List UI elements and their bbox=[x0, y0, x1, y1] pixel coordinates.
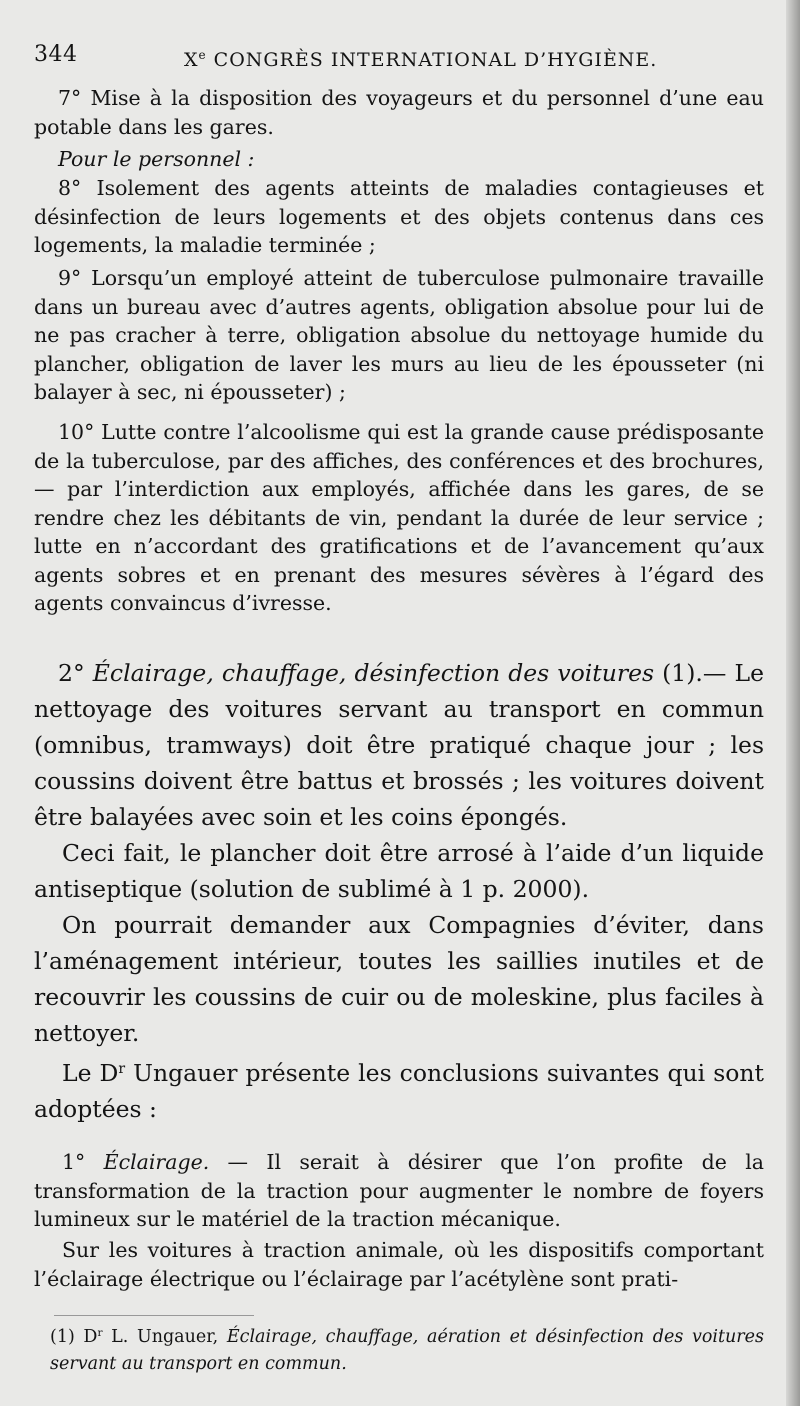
ungauer-paragraph bbox=[34, 1051, 764, 1127]
section-2-paragraph bbox=[34, 655, 764, 835]
footnote-title: Éclairage, chauffage, aération et désinfection des voitures servant au transport en commun. bbox=[50, 1326, 765, 1374]
eclairage-title: Éclairage. bbox=[103, 1150, 210, 1174]
sur-les-voitures-paragraph: Sur les voitures à traction animale, où les dispositifs comportant l’éclairage électrique ou l’éclairage par l’acétylène sont prati- bbox=[34, 1238, 764, 1291]
footnote-rule bbox=[54, 1315, 254, 1316]
eclairage-text: — Il serait à désirer que l’on profite de la transformation de la traction pour augmenter le nombre de foyers lumineux sur le matériel de la traction mécanique. bbox=[34, 1150, 764, 1231]
footnote bbox=[50, 1320, 764, 1378]
page-edge-shadow bbox=[786, 0, 800, 1406]
section-2-title: Éclairage, chauffage, désinfection des voitures bbox=[92, 659, 655, 687]
on-pourrait-paragraph: On pourrait demander aux Compagnies d’éviter, dans l’aménagement intérieur, toutes les saillies inutiles et de recouvrir les coussins de cuir ou de moleskine, plus faciles à nettoyer. bbox=[34, 911, 764, 1047]
footnote-reference: (1). bbox=[662, 659, 703, 687]
item-10-paragraph: 10° Lutte contre l’alcoolisme qui est la grande cause prédisposante de la tuberculose, par des affiches, des conférences et des brochures, — par l’interdiction aux employés, affichée dans les gares, de se rendre chez les débitants de vin, pendant la durée de leur service ; lutte en n’accordant des gratifications et de l’avancement qu’aux agents sobres et en prenant des mesures sévères à l’égard des agents convaincus d’ivresse. bbox=[34, 420, 764, 615]
running-head bbox=[34, 38, 764, 72]
ceci-paragraph: Ceci fait, le plancher doit être arrosé à l’aide d’un liquide antiseptique (solution de sublimé à 1 p. 2000). bbox=[34, 839, 764, 903]
ungauer-pre: Le D bbox=[62, 1058, 119, 1087]
eclairage-paragraph bbox=[34, 1148, 764, 1234]
running-title bbox=[184, 38, 657, 77]
eclairage-number: 1° bbox=[62, 1150, 86, 1174]
title-superscript: e bbox=[198, 48, 207, 62]
page-number: 344 bbox=[34, 42, 78, 67]
title-prefix: X bbox=[184, 49, 199, 71]
doctor-superscript: r bbox=[118, 1061, 126, 1077]
item-8-paragraph: 8° Isolement des agents atteints de maladies contagieuses et désinfection de leurs logements et des objets contenus dans ces logements, la maladie terminée ; bbox=[34, 176, 764, 257]
section-2-text: — Le nettoyage des voitures servant au transport en commun (omnibus, tramways) doit être pratiqué chaque jour ; les coussins doivent être battus et brossés ; les voitures doivent être balayées avec soin et les coins épongés. bbox=[34, 659, 764, 831]
ungauer-post: Ungauer présente les conclusions suivantes qui sont adoptées : bbox=[34, 1058, 764, 1123]
footnote-doctor-superscript: r bbox=[97, 1327, 103, 1339]
item-7-paragraph: 7° Mise à la disposition des voyageurs et du personnel d’une eau potable dans les gares. bbox=[34, 86, 764, 139]
item-9-paragraph: 9° Lorsqu’un employé atteint de tuberculose pulmonaire travaille dans un bureau avec d’autres agents, obligation absolue pour lui de ne pas cracher à terre, obligation absolue du nettoyage humide du plancher, obligation de laver les murs au lieu de les épousseter (ni balayer à sec, ni épousseter) ; bbox=[34, 266, 764, 404]
footnote-author: L. Ungauer, bbox=[102, 1326, 219, 1347]
footnote-mark: (1) D bbox=[50, 1326, 98, 1347]
section-2-number: 2° bbox=[58, 659, 85, 687]
personnel-heading: Pour le personnel : bbox=[58, 147, 255, 171]
title-rest: CONGRÈS INTERNATIONAL D’HYGIÈNE. bbox=[206, 49, 658, 71]
